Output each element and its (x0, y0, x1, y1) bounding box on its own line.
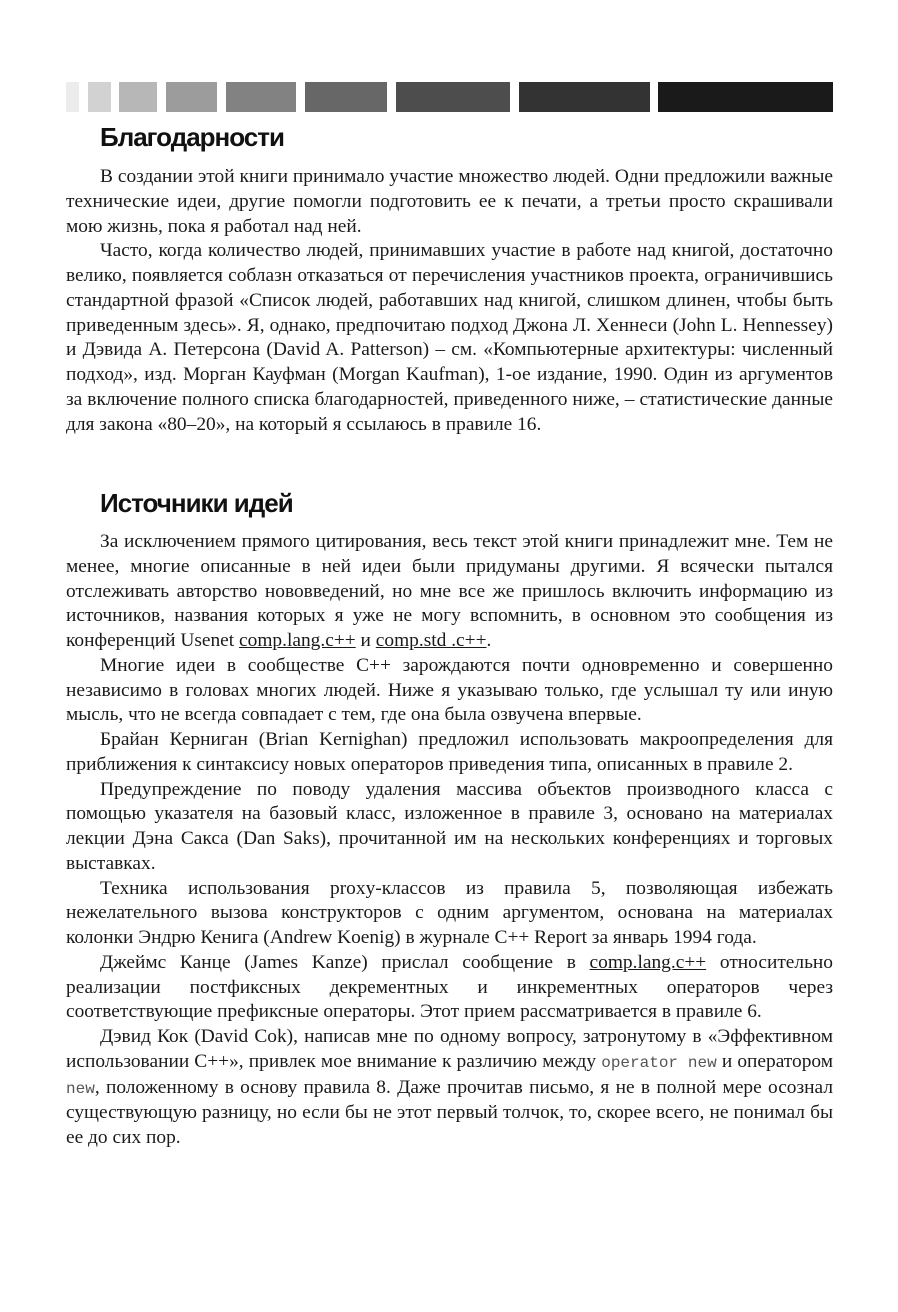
code-new: new (66, 1079, 95, 1098)
usenet-link-comp-lang-cpp[interactable]: comp.lang.c++ (589, 951, 707, 973)
paragraph: Брайан Керниган (Brian Kernighan) предложил использовать макроопределения для приближения к синтаксису новых операторов приведения типа, описанных в правиле 2. (66, 729, 833, 775)
text: Дэвид Кок (David Cok), написав мне по одному вопросу, затронутому в «Эффективном использовании C++», привлек мое внимание к различию между (66, 1026, 833, 1072)
text: относительно реализации постфиксных декрементных и инкрементных операторов через соответствующие префиксные операторы. Этот прием рассматривается в правиле 6. (66, 951, 833, 1023)
header-bar-segment (396, 82, 510, 112)
section-title-idea-sources: Источники идей (100, 488, 293, 518)
header-bar-segment (305, 82, 387, 112)
text: , положенному в основу правила 8. Даже прочитав письмо, я не в полной мере осознал существующую разницу, но если бы не этот первый толчок, то, скорее всего, не понимал бы ее до сих пор. (66, 1076, 833, 1148)
header-bar-segment (66, 82, 79, 112)
section-title-acknowledgements: Благодарности (100, 122, 284, 152)
paragraph: Часто, когда количество людей, принимавших участие в работе над книгой, достаточно велико, появляется соблазн отказаться от перечисления участников проекта, ограничившись стандартной фразой «Список людей, работавших над книгой, слишком длинен, чтобы быть приведенным здесь». Я, однако, предпочитаю подход Джона Л. Хеннеси (John L. Hennessey) и Дэвида А. Петерсона (David A. Patterson) – см. «Компьютерные архитектуры: численный подход», изд. Морган Кауфман (Morgan Kaufman), 1-ое издание, 1990. Один из аргументов за включение полного списка благодарностей, приведенного ниже, – статистические данные для закона «80–20», на который я ссылаюсь в правиле 16. (66, 240, 833, 435)
text: . (486, 630, 492, 651)
paragraph: Техника использования proxy-классов из правила 5, позволяющая избежать нежелательного вызова конструкторов с одним аргументом, основана на материалах колонки Эндрю Кенига (Andrew Koenig) в журнале C++ Report за январь 1994 года. (66, 877, 833, 948)
paragraph: В создании этой книги принимало участие множество людей. Одни предложили важные технические идеи, другие помогли подготовить ее к печати, а третьи просто скрашивали мою жизнь, пока я работал над ней. (66, 166, 833, 237)
usenet-link-comp-std-cpp[interactable]: comp.std .c++ (375, 630, 487, 651)
paragraph (66, 530, 833, 654)
text: Джеймс Канце (James Kanze) прислал сообщение в (100, 951, 576, 973)
header-bar-segment (88, 82, 111, 112)
paragraph (66, 951, 833, 1025)
header-bar-segment (226, 82, 296, 112)
header-bar-segment (166, 82, 217, 112)
header-bar-segment (519, 82, 650, 112)
usenet-link-comp-lang-cpp[interactable]: comp.lang.c++ (239, 630, 356, 651)
acknowledgements-body (66, 165, 833, 437)
idea-sources-body (66, 530, 833, 1151)
paragraph (66, 1025, 833, 1151)
text: За исключением прямого цитирования, весь текст этой книги принадлежит мне. Тем не менее, многие описанные в ней идеи были придуманы другими. Я всячески пытался отслеживать авторство нововведений, но мне все же пришлось включить информацию из источников, названия которых я уже не могу вспомнить, в основном это сообщения из конференций Usenet (66, 531, 833, 651)
paragraph: Предупреждение по поводу удаления массива объектов производного класса с помощью указателя на базовый класс, изложенное в правиле 3, основано на материалах лекции Дэна Сакса (Dan Saks), прочитанной им на нескольких конференциях и торговых выставках. (66, 778, 833, 874)
header-bar-segment (119, 82, 157, 112)
code-operator-new: operator new (601, 1053, 717, 1072)
text: и (360, 630, 371, 651)
text: и оператором (721, 1050, 833, 1072)
header-bar-segment (658, 82, 833, 112)
paragraph: Многие идеи в сообществе C++ зарождаются почти одновременно и совершенно независимо в головах многих людей. Ниже я указываю только, где услышал ту или иную мысль, что не всегда совпадает с тем, где она была озвучена впервые. (66, 654, 833, 726)
